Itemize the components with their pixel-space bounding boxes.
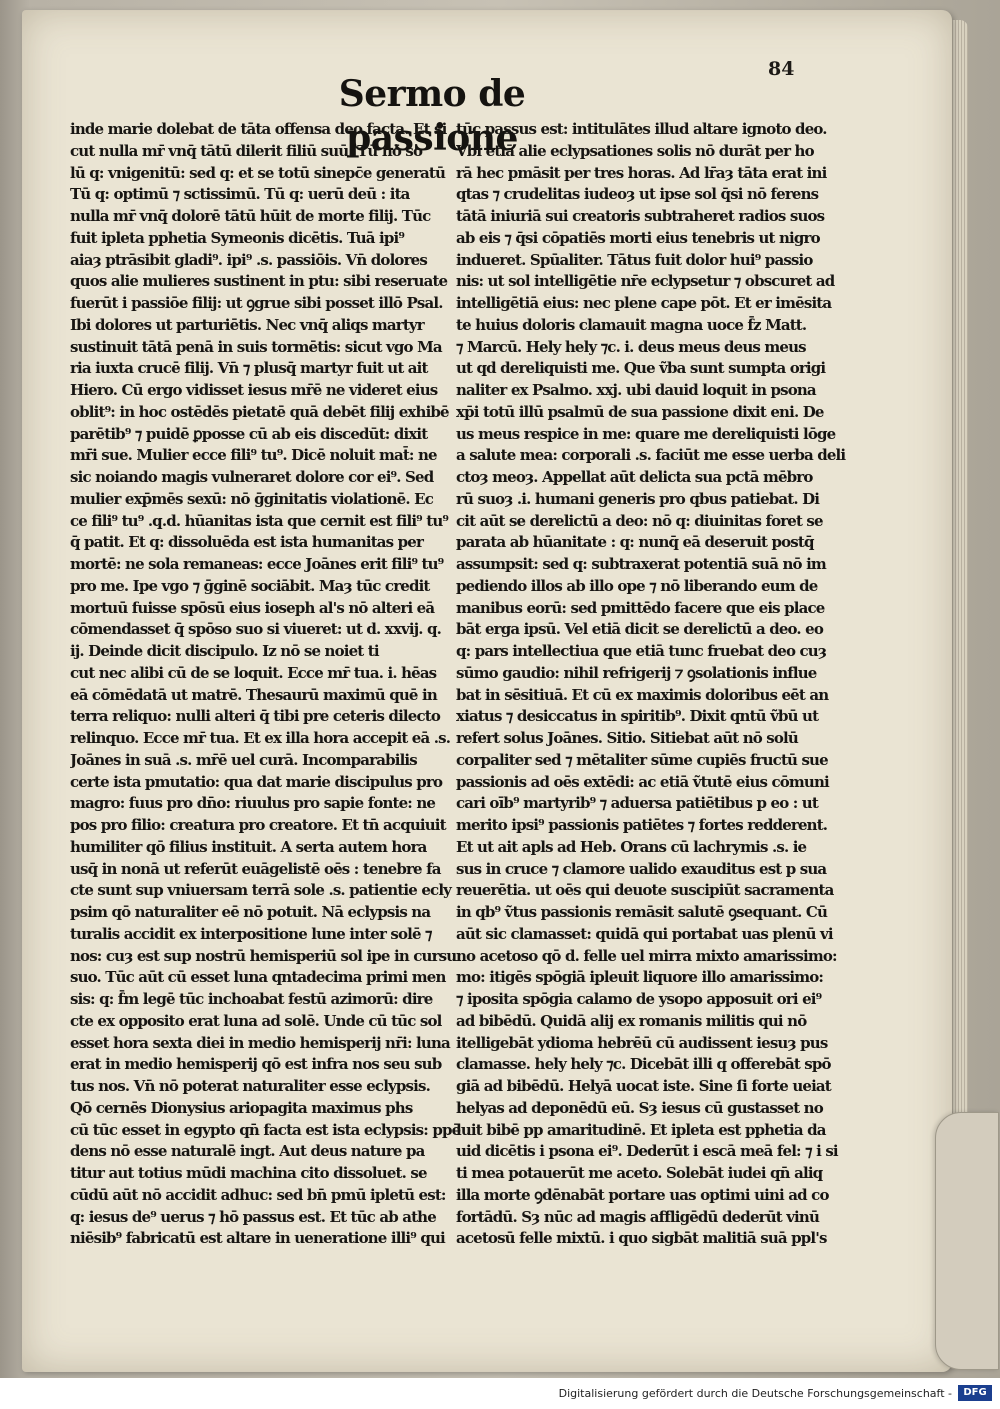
text-line: clamasse. hely hely ⁊c. Dicebāt illi q offerebāt spō	[456, 1055, 831, 1074]
right-column	[456, 119, 848, 1250]
text-line: nulla mr̄ vnq̄ dolorē tātū hūit de morte filij. Tūc	[70, 207, 431, 225]
text-line: cut nec alibi cū de se loquit. Ecce mr̄ tua. i. hēas	[70, 663, 437, 682]
text-line: magro: fuus pro dn̄o: riuulus pro sapie fonte: ne	[70, 794, 436, 813]
text-line: helyas ad deponēdū eū. Sȝ iesus cū gustasset no	[456, 1098, 823, 1117]
text-line: indueret. Spūaliter. Tātus fuit dolor hui⁹ passio	[456, 250, 813, 269]
text-line: pediendo illos ab illo ope ⁊ nō liberando eum de	[456, 576, 818, 595]
text-line: q: pars intellectiua que etiā tunc fruebat deo cuȝ	[456, 642, 827, 660]
text-line: us meus respice in me: quare me dereliquisti lōge	[456, 424, 836, 443]
text-line: bāt erga ipsū. Vel etiā dicit se derelictū a deo. eo	[456, 620, 824, 639]
text-line: xp̄i totū illū psalmū de sua passione dixit eni. De	[456, 402, 824, 421]
text-line: aūt sic clamasset: quidā qui portabat uas plenū vi	[456, 924, 833, 943]
text-line: ab eis ⁊ q̄si cōpatiēs morti eius tenebris ut nigro	[456, 228, 820, 247]
text-line: te huius doloris clamauit magna uoce f̄z Matt.	[456, 315, 807, 334]
text-line: mortē: ne sola remaneas: ecce Joānes erit fili⁹ tu⁹	[70, 555, 444, 573]
text-line: oblit⁹: in hoc ostēdēs pietatē quā debēt filij exhibē	[70, 402, 449, 421]
text-line: rā hec pmāsit per tres horas. Ad lr̄aȝ tāta erat ini	[456, 163, 827, 182]
text-line: cūdū aūt nō accidit adhuc: sed bn̄ pmū ipletū est:	[70, 1185, 446, 1204]
text-line: reuerētia. ut oēs qui deuote suscipiūt sacramenta	[456, 881, 834, 900]
text-line: ce fili⁹ tu⁹ .q.d. hūanitas ista que cernit est fili⁹ tu⁹	[70, 511, 449, 530]
text-line: fortādū. Sȝ nūc ad magis affligēdū dederūt vinū	[456, 1207, 820, 1226]
text-line: relinquo. Ecce mr̄ tua. Et ex illa hora accepit eā .s.	[70, 729, 451, 747]
text-line: suo. Tūc aūt cū esset luna qntadecima primi men	[70, 968, 446, 987]
text-line: in qb⁹ ṽtus passionis remāsit salutē ꝯsequant. Cū	[456, 903, 828, 921]
text-line: ad bibēdū. Quidā alij ex romanis militis qui nō	[456, 1011, 807, 1030]
text-line: pos pro filio: creatura pro creatore. Et tn̄ acquiuit	[70, 816, 446, 834]
text-line: psim qō naturaliter eē nō potuit. Nā eclypsis na	[70, 903, 431, 921]
text-line: merito ipsi⁹ passionis patiētes ⁊ fortes redderent.	[456, 816, 828, 834]
text-line: intelligētiā eius: nec plene cape pōt. Et er imēsita	[456, 294, 832, 312]
text-line: cū tūc esset in egypto qn̄ facta est ista eclypsis: ppē	[70, 1120, 461, 1139]
text-line: corpaliter sed ⁊ mētaliter sūme cupiēs fructū sue	[456, 750, 828, 769]
text-line: Vbi etiā alie eclypsationes solis nō durāt per ho	[456, 141, 814, 160]
folio-number: 84	[768, 58, 795, 80]
text-line: itelligebāt ydioma hebrēū cū audissent iesuȝ pus	[456, 1033, 828, 1052]
text-line: qtas ⁊ crudelitas iudeoȝ ut ipse sol q̄si nō ferens	[456, 185, 819, 204]
text-line: uid dicētis i psona ei⁹. Dederūt i escā meā fel: ⁊ i si	[456, 1142, 838, 1161]
text-line: titur aut totius mūdi machina cito dissoluet. se	[70, 1164, 427, 1182]
text-line: sic noiando magis vulneraret dolore cor ei⁹. Sed	[70, 468, 434, 486]
text-line: cōmendasset q̄ spōso suo si viueret: ut d. xxvij. q.	[70, 620, 442, 639]
text-line: cari oīb⁹ martyrib⁹ ⁊ aduersa patiētibus p eo : ut	[456, 794, 818, 813]
text-line: cte sunt sup vniuersam terrā sole .s. patientie ecly	[70, 881, 452, 900]
text-line: usq̄ in nonā ut referūt euāgelistē oēs : tenebre fa	[70, 859, 441, 878]
text-line: aiaȝ ptrāsibit gladi⁹. ipi⁹ .s. passiōis. Vn̄ dolores	[70, 250, 427, 269]
text-line: ⁊ Marcū. Hely hely ⁊c. i. deus meus deus meus	[456, 337, 806, 356]
text-line: naliter ex Psalmo. xxj. ubi dauid loquit in psona	[456, 381, 816, 399]
text-line: ut qd dereliquisti me. Que ṽba sunt sumpta origi	[456, 359, 826, 378]
text-line: quos alie mulieres sustinent in ptu: sibi reseruate	[70, 272, 448, 291]
text-line: illa morte ꝯdēnabāt portare uas optimi uini ad co	[456, 1185, 829, 1204]
text-line: sustinuit tātā penā in suis tormētis: sicut vgo Ma	[70, 337, 442, 356]
footer-bar	[0, 1378, 1000, 1409]
text-line: assumpsit: sed q: subtraxerat potentiā suā nō im	[456, 555, 826, 573]
text-line: ⁊ iposita spōgia calamo de ysopo apposuit ori ei⁹	[456, 990, 822, 1008]
text-line: xiatus ⁊ desiccatus in spiritib⁹. Dixit qntū ṽbū ut	[456, 707, 819, 726]
text-line: tus nos. Vn̄ nō poterat naturaliter esse eclypsis.	[70, 1077, 430, 1095]
text-line: sus in cruce ⁊ clamore ualido exauditus est p sua	[456, 859, 827, 878]
text-line: humiliter qō filius instituit. A serta autem hora	[70, 837, 427, 856]
text-line: Ibi dolores ut parturiētis. Nec vnq̄ aliqs martyr	[70, 315, 424, 334]
text-line: Et ut ait apls ad Heb. Orans cū lachrymis .s. ie	[456, 837, 807, 856]
text-line: dens nō esse naturalē ingt. Aut deus nature pa	[70, 1142, 425, 1161]
text-line: cit aūt se derelictū a deo: nō q: diuinitas foret se	[456, 511, 823, 530]
text-line: bat in sēsitiuā. Et cū ex maximis doloribus eēt an	[456, 685, 829, 704]
text-line: terra reliquo: nulli alteri q̄ tibi pre ceteris dilecto	[70, 707, 440, 726]
text-line: refert solus Joānes. Sitio. Sitiebat aūt nō solū	[456, 729, 798, 747]
text-line: tātā iniuriā sui creatoris subtraheret radios suos	[456, 207, 825, 225]
text-line: mortuū fuisse spōsū eius ioseph al's nō alteri eā	[70, 598, 435, 617]
text-line: parata ab hūanitate : q: nunq̄ eā deseruit postq̄	[456, 533, 814, 552]
text-line: nos: cuȝ est sup nostrū hemisperiū sol ipe in cursu	[70, 946, 457, 965]
text-line: manibus eorū: sed pmittēdo facere que eis place	[456, 598, 825, 617]
page-title: Sermo de passione	[338, 73, 526, 159]
text-line: sis: q: f̄m legē tūc inchoabat festū azimorū: dire	[70, 990, 433, 1008]
text-line: a salute mea: corporali .s. faciūt me esse uerba deli	[456, 446, 846, 465]
text-line: niēsib⁹ fabricatū est altare in ueneratione illi⁹ qui	[70, 1229, 445, 1248]
text-line: Qō cernēs Dionysius ariopagita maximus phs	[70, 1098, 413, 1117]
footer-credit: Digitalisierung gefördert durch die Deutsche Forschungsgemeinschaft -	[558, 1387, 952, 1400]
text-line: pro me. Ipe vgo ⁊ ḡginē sociābit. Maȝ tūc credit	[70, 576, 430, 595]
text-line: nis: ut sol intelligētie nr̄e eclypsetur ⁊ obscuret ad	[456, 272, 835, 291]
text-line: esset hora sexta diei in medio hemisperij nr̄i: luna	[70, 1033, 450, 1052]
text-line: q: iesus de⁹ uerus ⁊ hō passus est. Et tūc ab athe	[70, 1207, 436, 1226]
text-line: acetosū felle mixtū. i quo sigbāt malitiā suā ppl's	[456, 1229, 827, 1248]
text-line: fuerūt i passiōe filij: ut ꝯgrue sibi posset illō Psal.	[70, 294, 443, 312]
text-line: eā cōmēdatā ut matrē. Thesaurū maximū quē in	[70, 685, 437, 704]
text-line: no acetoso qō d. felle uel mirra mixto amarissimo:	[456, 946, 837, 965]
text-line: cut nulla mr̄ vnq̄ tātū dilerit filiū suū. Tū nō so	[70, 141, 423, 160]
text-line: passionis ad oēs extēdi: ac etiā ṽtutē eius cōmuni	[456, 772, 829, 791]
text-line: inde marie dolebat de tāta offensa deo facta. Et si	[70, 120, 447, 138]
text-line: Joānes in suā .s. mr̄ē uel curā. Incomparabilis	[70, 750, 417, 769]
dfg-logo: DFG	[958, 1385, 992, 1401]
text-line: sūmo gaudio: nihil refrigerij ⁊ ꝯsolationis influe	[456, 663, 817, 682]
clasp-tab	[935, 1112, 999, 1370]
text-line: ij. Deinde dicit discipulo. Iz nō se noiet ti	[70, 642, 379, 660]
text-line: parētib⁹ ⁊ puidē ꝑposse cū ab eis discedūt: dixit	[70, 424, 428, 443]
text-line: Tū q: optimū ⁊ sctissimū. Tū q: uerū deū : ita	[70, 185, 410, 204]
text-line: mulier exp̄mēs sexū: nō ḡginitatis violationē. Ec	[70, 489, 433, 508]
text-line: turalis accidit ex interpositione lune inter solē ⁊	[70, 924, 432, 943]
text-line: fuit ipleta pphetia Symeonis dicētis. Tuā ipi⁹	[70, 228, 405, 247]
text-line: mr̄i sue. Mulier ecce fili⁹ tu⁹. Dicē noluit mat̄: ne	[70, 446, 437, 465]
text-line: tūc passus est: intitulātes illud altare ignoto deo.	[456, 120, 827, 138]
text-line: certe ista pmutatio: qua dat marie discipulus pro	[70, 772, 443, 791]
text-line: q̄ patit. Et q: dissoluēda est ista humanitas per	[70, 533, 424, 552]
text-line: luit bibē pp amaritudinē. Et ipleta est pphetia da	[456, 1120, 826, 1139]
text-line: mo: itigēs spōgiā ipleuit liquore illo amarissimo:	[456, 968, 824, 987]
text-line: Hiero. Cū ergo vidisset iesus mr̄ē ne videret eius	[70, 381, 438, 399]
text-line: cte ex opposito erat luna ad solē. Unde cū tūc sol	[70, 1011, 442, 1030]
text-line: erat in medio hemisperij qō est infra nos seu sub	[70, 1055, 442, 1074]
text-line: ctoȝ meoȝ. Appellat aūt delicta sua pctā mēbro	[456, 468, 813, 486]
text-line: ria iuxta crucē filij. Vn̄ ⁊ plusq̄ martyr fuit ut ait	[70, 359, 428, 378]
left-column	[70, 119, 462, 1250]
text-line: ti mea potauerūt me aceto. Solebāt iudei qn̄ aliq	[456, 1164, 823, 1182]
text-line: lū q: vnigenitū: sed q: et se totū sinepc̄e generatū	[70, 163, 446, 182]
text-line: rū suoȝ .i. humani generis pro qbus patiebat. Di	[456, 489, 820, 508]
text-line: giā ad bibēdū. Helyā uocat iste. Sine ſi forte ueiat	[456, 1077, 831, 1095]
